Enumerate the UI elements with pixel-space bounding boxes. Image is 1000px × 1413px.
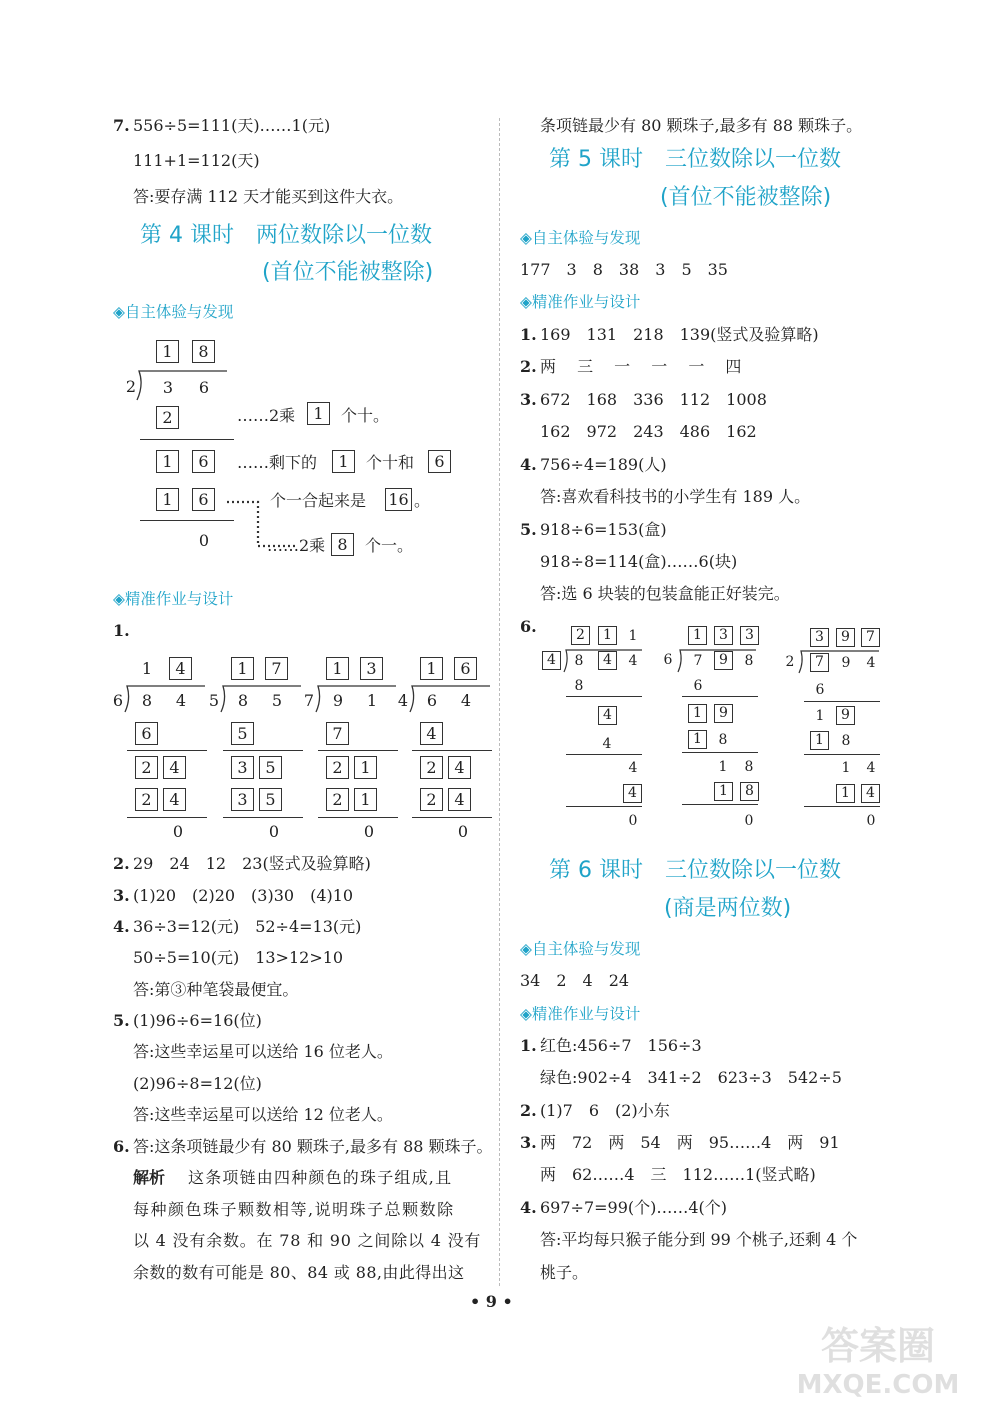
diagram-note4-unit: 个一。 <box>365 536 414 555</box>
l4q1-p1-divisor: 6 <box>112 691 124 710</box>
l4-q4-number: 4. <box>113 917 130 936</box>
l4-q4-line2: 50÷5=10(元) 13>12>10 <box>133 948 344 967</box>
l5q6p2-s2-t: 1 <box>688 704 707 723</box>
l5q6p3-divisor: 2 <box>785 654 795 670</box>
l5q6p3-dividend-h: 7 <box>810 653 829 672</box>
l4q1-p3-bracket <box>314 684 398 714</box>
l4q1-p4-rule1 <box>412 750 492 751</box>
l5q6p3-s5-o: 4 <box>861 784 880 803</box>
l4q1-p2-divisor: 5 <box>208 691 220 710</box>
l4q1-p3-rule2 <box>318 817 398 818</box>
l5-q2-number: 2. <box>520 357 537 376</box>
l4-q6-analysis-label: 解析 <box>133 1168 166 1187</box>
l4-q6-analysis-line2: 每种颜色珠子颗数相等,说明珠子总颗数除 <box>133 1200 455 1219</box>
l4-q3-answer: (1)20 (2)20 (3)30 (4)10 <box>133 886 354 905</box>
l4-q5-line3: (2)96÷8=12(位) <box>133 1074 262 1093</box>
diagram-quotient-tens: 1 <box>156 340 179 363</box>
l4q1-p1-quotient-ones: 4 <box>169 657 192 680</box>
l4q1-p4-quotient-ones: 6 <box>454 657 477 680</box>
column-divider <box>499 118 500 1286</box>
l5q6p3-s4-o: 4 <box>866 760 876 776</box>
q7-line2: 111+1=112(天) <box>133 151 260 170</box>
l5q6p1-s4: 4 <box>628 760 638 776</box>
l5q6p3-quotient-h: 3 <box>810 628 829 647</box>
l4-q5-line4: 答:这些幸运星可以送给 12 位老人。 <box>133 1105 393 1124</box>
l4-q1-number: 1. <box>113 621 130 640</box>
l4q1-p2-remainder: 0 <box>268 822 280 841</box>
l4q1-p3-quotient-ones: 3 <box>360 657 383 680</box>
diagram-note4-box: 8 <box>331 533 354 556</box>
l5q6p2-s5-t: 1 <box>714 782 733 801</box>
l4q1-p4-step3-tens: 2 <box>420 788 443 811</box>
l5q6p3-dividend-o: 4 <box>866 655 876 671</box>
l5q6p3-quotient-t: 9 <box>836 628 855 647</box>
l5-q3-line2: 162 972 243 486 162 <box>540 422 757 441</box>
l5q6p3-quotient-o: 7 <box>861 628 880 647</box>
l6-q3-line1: 两 72 两 54 两 95……4 两 91 <box>540 1133 840 1152</box>
l5-q4-number: 4. <box>520 455 537 474</box>
l5q6p3-s3-o: 8 <box>841 733 851 749</box>
l6-q4-line1: 697÷7=99(个)……4(个) <box>540 1198 728 1217</box>
l4q1-p2-step3-ones: 5 <box>259 788 282 811</box>
l5q6p3-s3-t: 1 <box>810 731 829 750</box>
l5q6p1-quotient-hundreds: 2 <box>571 626 590 645</box>
l4q1-p4-step3-ones: 4 <box>448 788 471 811</box>
l5-q5-number: 5. <box>520 520 537 539</box>
l4q1-p1-step3-ones: 4 <box>163 788 186 811</box>
l5q6p1-quotient-tens: 1 <box>598 626 617 645</box>
diagram-note1-box: 1 <box>307 402 330 425</box>
l4q1-p2-quotient-tens: 1 <box>231 657 254 680</box>
diagram-note2-box1: 1 <box>332 450 355 473</box>
diagram-step1: 2 <box>156 406 179 429</box>
l5q6p1-dividend-h: 8 <box>574 653 584 669</box>
l4q1-p3-dividend-tens: 9 <box>332 691 344 710</box>
l4q1-p1-dividend-ones: 4 <box>175 691 187 710</box>
l5q6p1-divisor: 4 <box>542 651 561 670</box>
q7-line1: 556÷5=111(天)……1(元) <box>133 116 331 135</box>
l5q6p2-s4-t: 1 <box>718 759 728 775</box>
l5q6p1-dividend-o: 4 <box>628 653 638 669</box>
l4q1-p2-step3-tens: 3 <box>231 788 254 811</box>
l5-q3-line1: 672 168 336 112 1008 <box>540 390 767 409</box>
l5q6p1-s1: 8 <box>574 678 584 694</box>
diagram-step2-tens: 1 <box>156 450 179 473</box>
l5-q3-number: 3. <box>520 390 537 409</box>
l5q6p1-remainder: 0 <box>628 813 638 829</box>
l4-q2-answer: 29 24 12 23(竖式及验算略) <box>133 854 371 873</box>
diagram-note3-end: 。 <box>414 491 431 510</box>
l4-q6-line1: 答:这条项链最少有 80 颗珠子,最多有 88 颗珠子。 <box>133 1137 493 1156</box>
diagram-dividend-ones: 6 <box>198 378 210 397</box>
l4q1-p3-quotient-tens: 1 <box>326 657 349 680</box>
l4q1-p4-quotient-tens: 1 <box>420 657 443 680</box>
l4q1-p4-rule2 <box>412 817 492 818</box>
l5q6p1-s3: 4 <box>602 736 612 752</box>
diagram-note1-text: ……2乘 <box>237 406 296 425</box>
diagram-note3-box: 16 <box>385 488 412 511</box>
l5q6p3-dividend-t: 9 <box>841 655 851 671</box>
l4-q4-line1: 36÷3=12(元) 52÷4=13(元) <box>133 917 362 936</box>
l4q1-p3-step3-ones: 1 <box>354 788 377 811</box>
l4q1-p1-quotient-tens: 1 <box>141 659 153 678</box>
lesson5-practice-heading: ◈精准作业与设计 <box>520 293 641 311</box>
l4-q5-number: 5. <box>113 1011 130 1030</box>
diagram-note2-mid: 个十和 <box>366 453 415 472</box>
l4-q6-analysis-line4: 余数的数有可能是 80、84 或 88,由此得出这 <box>133 1263 465 1282</box>
l5q6p1-quotient-ones: 1 <box>628 628 638 644</box>
diagram-step3-tens: 1 <box>156 488 179 511</box>
l4q1-p3-divisor: 7 <box>303 691 315 710</box>
l4q1-p4-dividend-tens: 6 <box>426 691 438 710</box>
lesson5-explore-heading: ◈自主体验与发现 <box>520 229 641 247</box>
lesson6-practice-heading: ◈精准作业与设计 <box>520 1005 641 1023</box>
l5-q4-line1: 756÷4=189(人) <box>540 455 667 474</box>
l4q1-p1-rule1 <box>127 750 207 751</box>
l4q1-p1-step1: 6 <box>135 722 158 745</box>
l5q6p2-dividend-h: 7 <box>693 653 703 669</box>
l5-q5-line3: 答:选 6 块装的包装盒能正好装完。 <box>540 584 790 603</box>
l5q6p2-s5-o: 8 <box>740 782 759 801</box>
l5q6p2-dividend-t: 9 <box>714 651 733 670</box>
l4q1-p1-rule2 <box>127 817 207 818</box>
l6-q3-number: 3. <box>520 1133 537 1152</box>
l5q6p3-s5-t: 1 <box>836 784 855 803</box>
l5-q1-number: 1. <box>520 325 537 344</box>
l5q6p1-dividend-t: 4 <box>598 651 617 670</box>
l4q1-p1-dividend-tens: 8 <box>141 691 153 710</box>
l4q1-p1-remainder: 0 <box>172 822 184 841</box>
l4-q6-number: 6. <box>113 1137 130 1156</box>
l4q1-p4-step2-tens: 2 <box>420 756 443 779</box>
l5-q2-answer: 两 三 一 一 一 四 <box>540 357 742 376</box>
l5q6p2-s2-o: 9 <box>714 704 733 723</box>
l5q6p2-quotient-o: 3 <box>740 626 759 645</box>
l6-q3-line2: 两 62……4 三 112……1(竖式略) <box>540 1165 816 1184</box>
l4q1-p1-bracket <box>123 684 207 714</box>
lesson5-subtitle: (首位不能被整除) <box>660 185 832 210</box>
l4q1-p3-step2-ones: 1 <box>354 756 377 779</box>
watermark-top-text: 答案圈 <box>820 1324 936 1368</box>
l4q1-p1-step2-tens: 2 <box>135 756 158 779</box>
diagram-quotient-ones: 8 <box>192 340 215 363</box>
diagram-dividend-tens: 3 <box>162 378 174 397</box>
watermark-logo <box>778 1315 978 1399</box>
l5q6p3-s2-t: 1 <box>815 708 825 724</box>
diagram-divisor: 2 <box>125 377 137 396</box>
l5-q6-number: 6. <box>520 617 537 636</box>
l4q1-p2-quotient-ones: 7 <box>265 657 288 680</box>
lesson6-explore-answer: 34 2 4 24 <box>520 971 630 990</box>
l5q6p3-s4-t: 1 <box>841 760 851 776</box>
r-continued-line: 条项链最少有 80 颗珠子,最多有 88 颗珠子。 <box>540 116 863 135</box>
l4q1-p4-remainder: 0 <box>457 822 469 841</box>
l6-q2-number: 2. <box>520 1101 537 1120</box>
page-number: • 9 • <box>470 1292 513 1311</box>
l4q1-p2-dividend-tens: 8 <box>237 691 249 710</box>
l6-q4-line3: 桃子。 <box>540 1263 589 1282</box>
l4q1-p2-bracket <box>219 684 303 714</box>
l5q6p2-s4-o: 8 <box>744 759 754 775</box>
l4q1-p3-dividend-ones: 1 <box>366 691 378 710</box>
l4q1-p2-rule2 <box>223 817 303 818</box>
lesson5-title: 第 5 课时 三位数除以一位数 <box>549 147 841 172</box>
l4q1-p3-rule1 <box>318 750 398 751</box>
l5q6p2-s3-t: 1 <box>688 730 707 749</box>
l5q6p1-s2: 4 <box>598 706 617 725</box>
l5q6p2-s3-o: 8 <box>718 732 728 748</box>
l4q1-p2-rule1 <box>223 750 303 751</box>
l4-q6-analysis-line3: 以 4 没有余数。在 78 和 90 之间除以 4 没有 <box>133 1231 482 1250</box>
l5-q4-line2: 答:喜欢看科技书的小学生有 189 人。 <box>540 487 811 506</box>
lesson4-practice-heading: ◈精准作业与设计 <box>113 590 234 608</box>
q7-number: 7. <box>113 116 130 135</box>
l5q6p2-divisor: 6 <box>663 652 673 668</box>
diagram-note2-box2: 6 <box>428 450 451 473</box>
diagram-division-bracket <box>135 369 230 403</box>
l5q6p3-remainder: 0 <box>866 813 876 829</box>
l5-q5-line2: 918÷8=114(盒)……6(块) <box>540 552 738 571</box>
l6-q2-answer: (1)7 6 (2)小东 <box>540 1101 670 1120</box>
l5q6p2-quotient-t: 3 <box>714 626 733 645</box>
l4q1-p1-step3-tens: 2 <box>135 788 158 811</box>
l4-q3-number: 3. <box>113 886 130 905</box>
l4q1-p3-remainder: 0 <box>363 822 375 841</box>
l5q6p2-remainder: 0 <box>744 813 754 829</box>
l4-q5-line2: 答:这些幸运星可以送给 16 位老人。 <box>133 1042 393 1061</box>
diagram-step3-ones: 6 <box>192 488 215 511</box>
watermark-bottom-text: MXQE.COM <box>796 1370 960 1399</box>
diagram-remainder: 0 <box>198 531 210 550</box>
l6-q1-number: 1. <box>520 1036 537 1055</box>
l4-q5-line1: (1)96÷6=16(位) <box>133 1011 262 1030</box>
lesson6-explore-heading: ◈自主体验与发现 <box>520 940 641 958</box>
diagram-note4-text: ……2乘 <box>267 536 326 555</box>
l5q6p3-s2-o: 9 <box>836 706 855 725</box>
l4q1-p2-dividend-ones: 5 <box>271 691 283 710</box>
l4q1-p2-step2-ones: 5 <box>259 756 282 779</box>
l4q1-p2-step1: 5 <box>231 722 254 745</box>
l5q6p3-s1: 6 <box>815 682 825 698</box>
l4-q6-analysis-line1: 这条项链由四种颜色的珠子组成,且 <box>188 1168 453 1187</box>
lesson4-explore-heading: ◈自主体验与发现 <box>113 303 234 321</box>
l4q1-p4-bracket <box>408 684 492 714</box>
l6-q1-line1: 红色:456÷7 156÷3 <box>540 1036 702 1055</box>
l5q6p1-s5: 4 <box>623 784 642 803</box>
l6-q1-line2: 绿色:902÷4 341÷2 623÷3 542÷5 <box>540 1068 842 1087</box>
l5q6p2-s1: 6 <box>693 678 703 694</box>
diagram-note3-text: 个一合起来是 <box>270 491 367 510</box>
l5q6p2-dividend-o: 8 <box>744 653 754 669</box>
lesson4-subtitle: (首位不能被整除) <box>262 260 434 285</box>
lesson6-subtitle: (商是两位数) <box>664 896 792 921</box>
lesson4-title: 第 4 课时 两位数除以一位数 <box>140 223 432 248</box>
q7-line3: 答:要存满 112 天才能买到这件大衣。 <box>133 187 404 206</box>
l6-q4-number: 4. <box>520 1198 537 1217</box>
l5-q5-line1: 918÷6=153(盒) <box>540 520 667 539</box>
lesson5-explore-answer: 177 3 8 38 3 5 35 <box>520 260 728 279</box>
l4-q4-line3: 答:第③种笔袋最便宜。 <box>133 980 299 999</box>
lesson6-title: 第 6 课时 三位数除以一位数 <box>549 858 841 883</box>
l4q1-p4-step2-ones: 4 <box>448 756 471 779</box>
l4q1-p1-step2-ones: 4 <box>163 756 186 779</box>
l4q1-p4-dividend-ones: 4 <box>460 691 472 710</box>
diagram-note2-text: ……剩下的 <box>237 453 318 472</box>
l4q1-p3-step3-tens: 2 <box>326 788 349 811</box>
l4q1-p2-step2-tens: 3 <box>231 756 254 779</box>
l4q1-p3-step2-tens: 2 <box>326 756 349 779</box>
l4q1-p4-divisor: 4 <box>397 691 409 710</box>
l6-q4-line2: 答:平均每只猴子能分到 99 个桃子,还剩 4 个 <box>540 1230 858 1249</box>
l4q1-p4-step1: 4 <box>420 722 443 745</box>
l5q6p2-quotient-h: 1 <box>688 626 707 645</box>
diagram-step2-ones: 6 <box>192 450 215 473</box>
diagram-note1-unit: 个十。 <box>341 406 390 425</box>
l5-q1-answer: 169 131 218 139(竖式及验算略) <box>540 325 819 344</box>
l4-q2-number: 2. <box>113 854 130 873</box>
l4q1-p3-step1: 7 <box>326 722 349 745</box>
